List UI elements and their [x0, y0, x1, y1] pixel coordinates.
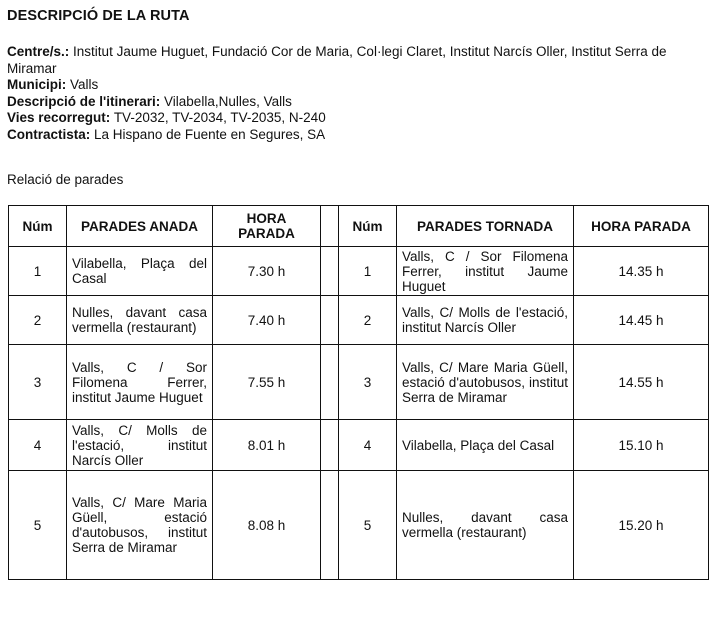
num-tornada-cell: 5 [339, 471, 397, 580]
municipi-value: Valls [70, 77, 99, 93]
num-anada-cell: 2 [9, 296, 67, 345]
centres-value: Institut Jaume Huguet, Fundació Cor de Maria, Col·legi Claret, Institut Narcís Oller, Institut Serra de Miramar [7, 44, 667, 76]
contractista-value: La Hispano de Fuente en Segures, SA [94, 126, 326, 142]
hora-anada-cell: 7.55 h [213, 345, 321, 420]
hora-anada-cell: 7.40 h [213, 296, 321, 345]
route-info [7, 44, 697, 144]
stops-caption: Relació de parades [7, 172, 124, 187]
num-tornada-cell: 4 [339, 420, 397, 471]
vies-label: Vies recorregut: [7, 110, 111, 126]
table-row [9, 471, 709, 580]
column-separator [321, 206, 339, 247]
table-row [9, 420, 709, 471]
num-anada-cell: 4 [9, 420, 67, 471]
header-hora-anada: HORA PARADA [213, 206, 321, 247]
table-row [9, 296, 709, 345]
stop-anada-cell: Valls, C / Sor Filomena Ferrer, institut Jaume Huguet [67, 345, 213, 420]
header-hora-tornada: HORA PARADA [574, 206, 709, 247]
num-anada-cell: 3 [9, 345, 67, 420]
num-anada-cell: 5 [9, 471, 67, 580]
column-separator [321, 247, 339, 296]
table-row [9, 247, 709, 296]
itinerari-label: Descripció de l'itinerari: [7, 93, 161, 109]
column-separator [321, 471, 339, 580]
stop-tornada-cell: Vilabella, Plaça del Casal [397, 420, 574, 471]
route-title: DESCRIPCIÓ DE LA RUTA [7, 8, 190, 24]
header-parades-anada: PARADES ANADA [67, 206, 213, 247]
stop-tornada-cell: Nulles, davant casa vermella (restaurant) [397, 471, 574, 580]
stop-anada-cell: Vilabella, Plaça del Casal [67, 247, 213, 296]
stop-anada-cell: Valls, C/ Molls de l'estació, institut Narcís Oller [67, 420, 213, 471]
header-num-anada: Núm [9, 206, 67, 247]
num-tornada-cell: 2 [339, 296, 397, 345]
header-num-tornada: Núm [339, 206, 397, 247]
table-row [9, 345, 709, 420]
hora-tornada-cell: 15.10 h [574, 420, 709, 471]
hora-tornada-cell: 14.45 h [574, 296, 709, 345]
hora-tornada-cell: 14.55 h [574, 345, 709, 420]
centres-label: Centre/s.: [7, 44, 70, 59]
hora-anada-cell: 8.08 h [213, 471, 321, 580]
num-tornada-cell: 3 [339, 345, 397, 420]
contractista-label: Contractista: [7, 126, 91, 142]
vies-value: TV-2032, TV-2034, TV-2035, N-240 [113, 110, 326, 126]
column-separator [321, 296, 339, 345]
num-tornada-cell: 1 [339, 247, 397, 296]
hora-tornada-cell: 15.20 h [574, 471, 709, 580]
column-separator [321, 420, 339, 471]
stop-tornada-cell: Valls, C/ Mare Maria Güell, estació d'autobusos, institut Serra de Miramar [397, 345, 574, 420]
municipi-line [7, 77, 697, 94]
hora-anada-cell: 7.30 h [213, 247, 321, 296]
itinerari-value: Vilabella,Nulles, Valls [164, 93, 292, 109]
stop-anada-cell: Nulles, davant casa vermella (restaurant) [67, 296, 213, 345]
contractista-line [7, 127, 697, 144]
column-separator [321, 345, 339, 420]
num-anada-cell: 1 [9, 247, 67, 296]
header-parades-tornada: PARADES TORNADA [397, 206, 574, 247]
hora-tornada-cell: 14.35 h [574, 247, 709, 296]
itinerari-line [7, 94, 697, 111]
stop-anada-cell: Valls, C/ Mare Maria Güell, estació d'autobusos, institut Serra de Miramar [67, 471, 213, 580]
vies-line [7, 110, 697, 127]
stop-tornada-cell: Valls, C / Sor Filomena Ferrer, institut Jaume Huguet [397, 247, 574, 296]
stop-tornada-cell: Valls, C/ Molls de l'estació, institut Narcís Oller [397, 296, 574, 345]
municipi-label: Municipi: [7, 77, 67, 93]
hora-anada-cell: 8.01 h [213, 420, 321, 471]
centres-line [7, 44, 697, 77]
stops-table [8, 205, 709, 580]
table-header-row [9, 206, 709, 247]
